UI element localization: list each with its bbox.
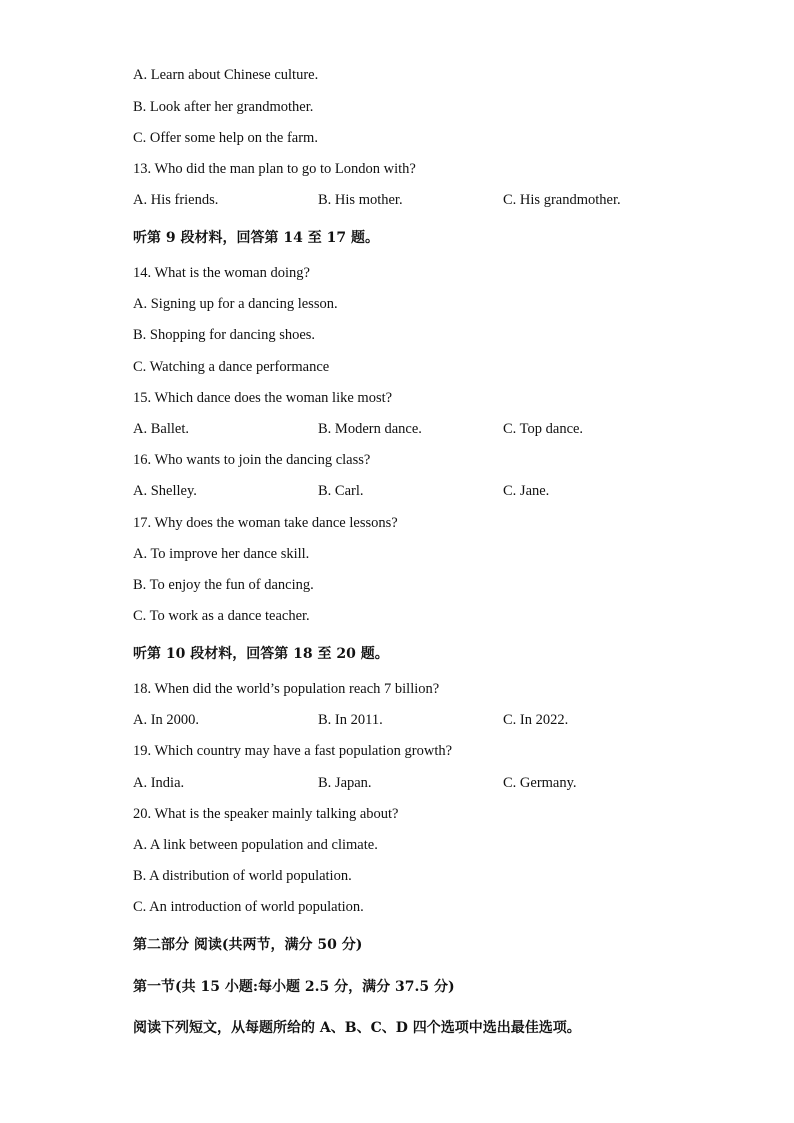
q15-option-a: A. Ballet. — [133, 421, 189, 437]
q13-question: 13. Who did the man plan to go to London with? — [133, 161, 416, 177]
section-9-header: 听第 9 段材料，回答第 14 至 17 题。 — [133, 230, 379, 246]
q19-option-a: A. India. — [133, 775, 185, 791]
q13-option-c: C. His grandmother. — [503, 192, 621, 208]
q12-option-a: A. Learn about Chinese culture. — [133, 67, 319, 83]
q17-option-a: A. To improve her dance skill. — [133, 546, 310, 562]
q20-option-b: B. A distribution of world population. — [133, 868, 352, 884]
q17-option-c: C. To work as a dance teacher. — [133, 608, 310, 624]
q14-option-c: C. Watching a dance performance — [133, 359, 330, 375]
q13-option-a: A. His friends. — [133, 192, 219, 208]
section-10-header: 听第 10 段材料，回答第 18 至 20 题。 — [133, 646, 389, 662]
q13-option-b: B. His mother. — [318, 192, 403, 208]
q16-option-a: A. Shelley. — [133, 483, 197, 499]
part-2-header: 第二部分 阅读(共两节，满分 50 分) — [133, 937, 363, 953]
q18-question: 18. When did the world’s population reach 7 billion? — [133, 681, 440, 697]
q20-option-a: A. A link between population and climate. — [133, 837, 378, 853]
q14-question: 14. What is the woman doing? — [133, 265, 310, 281]
q12-option-b: B. Look after her grandmother. — [133, 99, 314, 115]
q17-question: 17. Why does the woman take dance lessons? — [133, 515, 398, 531]
q17-option-b: B. To enjoy the fun of dancing. — [133, 577, 314, 593]
q19-option-b: B. Japan. — [318, 775, 372, 791]
q20-question: 20. What is the speaker mainly talking about? — [133, 806, 399, 822]
q14-option-a: A. Signing up for a dancing lesson. — [133, 296, 338, 312]
q14-option-b: B. Shopping for dancing shoes. — [133, 327, 316, 343]
q16-option-b: B. Carl. — [318, 483, 364, 499]
q16-question: 16. Who wants to join the dancing class? — [133, 452, 371, 468]
q15-question: 15. Which dance does the woman like most? — [133, 390, 393, 406]
part-2-instruction: 阅读下列短文，从每题所给的 A、B、C、D 四个选项中选出最佳选项。 — [133, 1020, 581, 1036]
q15-option-c: C. Top dance. — [503, 421, 584, 437]
part-2-section-1-header: 第一节(共 15 小题:每小题 2.5 分，满分 37.5 分) — [133, 979, 455, 995]
q18-option-c: C. In 2022. — [503, 712, 569, 728]
q12-option-c: C. Offer some help on the farm. — [133, 130, 318, 146]
q20-option-c: C. An introduction of world population. — [133, 899, 364, 915]
q19-question: 19. Which country may have a fast population growth? — [133, 743, 453, 759]
q16-option-c: C. Jane. — [503, 483, 550, 499]
q15-option-b: B. Modern dance. — [318, 421, 422, 437]
q18-option-a: A. In 2000. — [133, 712, 200, 728]
q19-option-c: C. Germany. — [503, 775, 577, 791]
q18-option-b: B. In 2011. — [318, 712, 383, 728]
